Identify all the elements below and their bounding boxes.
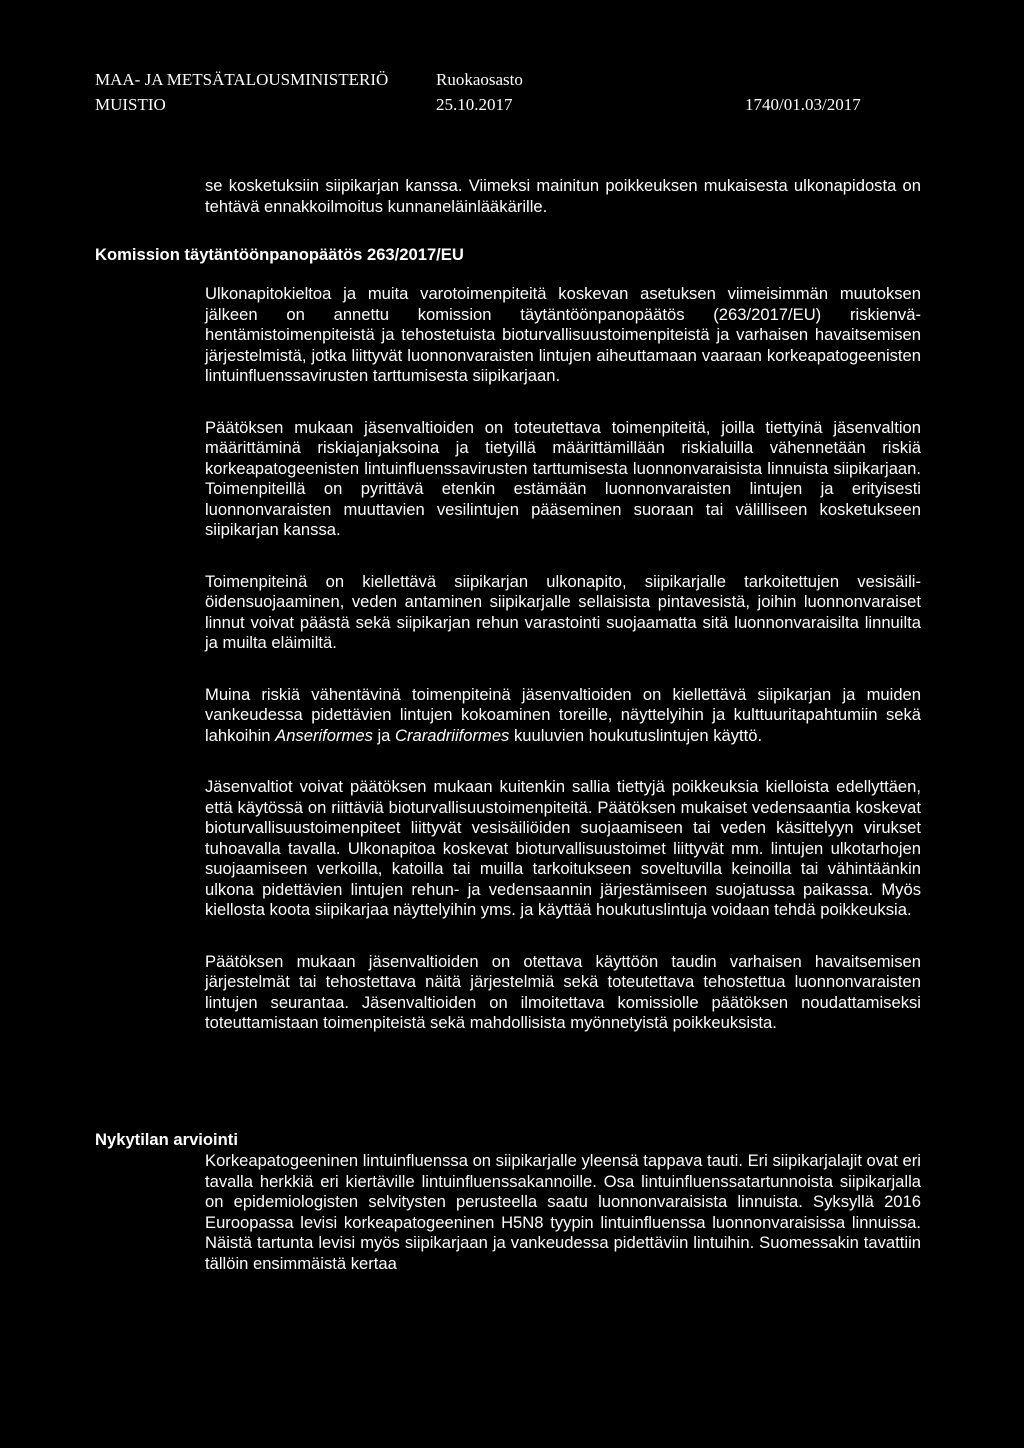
- unit-name: Ruokaosasto: [436, 70, 523, 89]
- paragraph-6: Päätöksen mukaan jäsenvaltioiden on otettava käyttöön taudin varhaisen havaitsemisen järjestelmät tai tehostettava näitä järjestelmiä sekä toteutettava tehostettua luonnonvaraisten lintujen seurantaa. Jäsenvaltioiden on ilmoitettava komissiolle päätöksen noudattamiseksi toteuttamistaan toimenpiteistä sekä mahdollisista myönnetyistä poikkeuksista.: [205, 951, 921, 1032]
- document-reference: 1740/01.03/2017: [745, 95, 861, 114]
- paragraph-4: [205, 685, 921, 747]
- intro-paragraph: [205, 176, 921, 217]
- document-date: 25.10.2017: [436, 95, 513, 114]
- current-state-paragraph: Korkeapatogeeninen lintuinfluenssa on siipikarjalle yleensä tappava tauti. Eri siipikarjalajit ovat eri tavalla herkkiä eri kiertäville lintuinfluenssakannoille. Osa lintuinfluenssatartunnoista siipikarjalla on epidemiologisten selvitysten perusteella saatu luonnonvaraisista linnuista. Syksyllä 2016 Euroopassa levisi korkeapatogeeninen H5N8 tyypin lintuinfluenssa luonnonvaraisissa linnuissa. Näistä tartunta levisi myös siipikarjaan ja vankeudessa pidettäviin lintuihin. Suomessakin tavattiin tällöin ensimmäistä kertaa: [205, 1151, 921, 1273]
- paragraph-2: Päätöksen mukaan jäsenvaltioiden on toteutettava toimenpiteitä, joilla tiettyinä jäsenvaltion määrittäminä riskiajanjaksoina ja tietyillä määrittämillään riskialuilla vähennetään riskiä korkeapatogeenisten lintuinfluenssavirusten tarttumisesta luonnonvaraisista linnuista siipikarjaan. Toimenpiteillä on pyrittävä etenkin estämään luonnonvaraisten lintujen ja erityisesti luonnonvaraisten muuttavien vesilintujen pääseminen suoraan tai välilliseen kosketukseen siipikarjan kanssa.: [205, 417, 921, 539]
- paragraph-4-text-a: Muina riskiä vähentävinä toimenpiteinä jäsenvaltioiden on kiellettävä siipikarjan ja muiden vankeudessa pidettävien lintujen kokoaminen toreille, näyttelyihin ja kulttuuritapahtumiin sekä lahkoihin: [205, 684, 921, 745]
- paragraph-3: Toimenpiteinä on kiellettävä siipikarjan ulkonapito, siipikarjalle tarkoitettujen vesisäiliöidensuojaaminen, veden antaminen siipikarjalle sellaisista pintavesistä, joihin luonnonvaraiset linnut voivat päästä sekä siipikarjan rehun varastointi suojaamatta sitä luonnonvaraisilta linnuilta ja muilta eläimiltä.: [205, 571, 921, 652]
- paragraph-1: Ulkonapitokieltoa ja muita varotoimenpiteitä koskevan asetuksen viimeisimmän muutoksen jälkeen on annettu komission täytäntöönpanopäätös (263/2017/EU) riskienvähentämistoimenpiteistä ja tehostetuista bioturvallisuustoimenpiteistä ja varhaisen havaitsemisen järjestelmistä, jotka liittyvät luonnonvaraisten lintujen aiheuttamaan vaaraan korkeapatogeenisten lintuinfluenssavirusten tarttumisesta siipikarjaan.: [205, 284, 921, 385]
- section-heading-commission-decision: Komission täytäntöönpanopäätös 263/2017/EU: [95, 245, 464, 264]
- paragraph-4-text-b: ja: [372, 725, 396, 745]
- section-current-state-body: [205, 1151, 921, 1274]
- document-type: MUISTIO: [95, 95, 166, 114]
- taxon-anseriformes: Anseriformes: [275, 725, 373, 745]
- intro-text: se kosketuksiin siipikarjan kanssa. Viimeksi mainitun poikkeuksen mukaisesta ulkonapidosta on tehtävä ennakkoilmoitus kunnaneläinlääkärille.: [205, 176, 921, 216]
- section-commission-decision-body: [205, 284, 921, 1034]
- taxon-craradriiformes: Craradriiformes: [395, 725, 510, 745]
- paragraph-5: Jäsenvaltiot voivat päätöksen mukaan kuitenkin sallia tiettyjä poikkeuksia kielloista edellyttäen, että käytössä on riittäviä bioturvallisuustoimenpiteitä. Päätöksen mukaiset vedensaantia koskevat bioturvallisuustoimenpiteet liittyvät vesisäiliöiden suojaamiseen tai veden käsittelyyn virukset tuhoavalla tavalla. Ulkonapitoa koskevat bioturvallisuustoimet liittyvät mm. lintujen ulkotarhojen suojaamiseen verkoilla, katoilla tai muilla tarkoitukseen soveltuvilla keinoilla tai vähintäänkin ulkona pidettävien lintujen rehun- ja vedensaannin järjestämiseen suojatussa paikassa. Myös kiellosta koota siipikarjaa näyttelyihin yms. ja käyttää houkutuslintuja voidaan tehdä poikkeuksia.: [205, 777, 921, 919]
- section-heading-current-state: Nykytilan arviointi: [95, 1130, 238, 1149]
- paragraph-4-text-c: kuuluvien houkutuslintujen käyttö.: [509, 725, 763, 745]
- ministry-name: MAA- JA METSÄTALOUSMINISTERIÖ: [95, 70, 389, 89]
